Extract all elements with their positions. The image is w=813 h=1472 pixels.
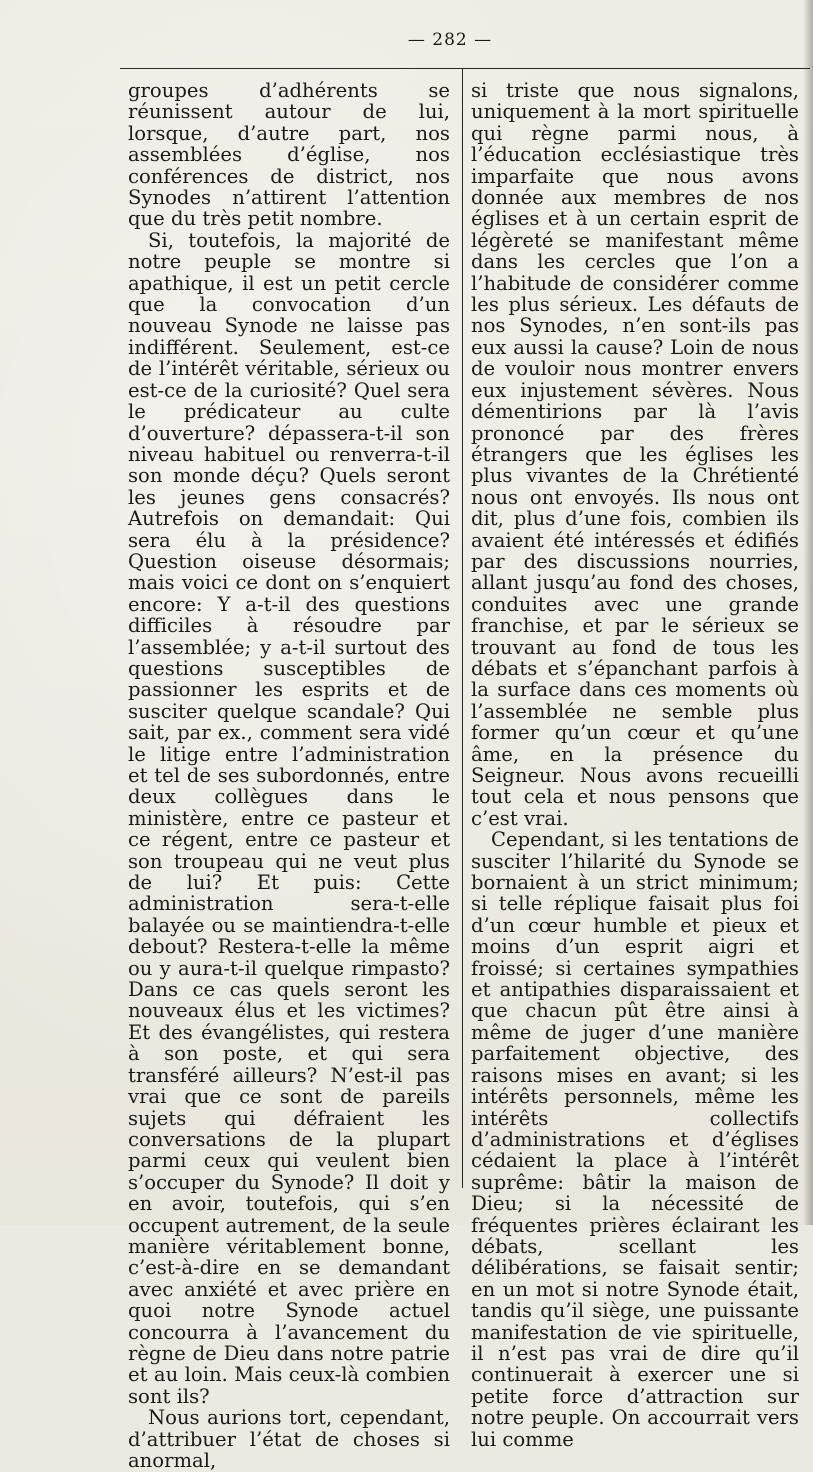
right-paragraph-2: Cependant, si les tentations de susciter l’hilarité du Synode se bornaient à un strict minimum; si telle réplique faisait plus foi d’un cœur humble et pieux et moins d’un esprit aigri et froissé; si certaines sympathies et antipathies disparaissaient et que chacun pût être ainsi à même de juger d’une manière parfaitement objective, des raisons mises en avant; si les intérêts personnels, même les intérêts collectifs d’administrations et d’églises cédaient la place à l’intérêt suprême: bâtir la maison de Dieu; si la nécessité de fréquentes prières éclairant les débats, scellant les délibérations, se faisait sentir; en un mot si notre Synode était, tandis qu’il siège, une puissante manifestation de vie spirituelle, il n’est pas vrai de dire qu’il continuerait à exercer une si petite force d’attraction sur notre peuple. On accourrait vers lui comme <box>471 828 799 1451</box>
right-column <box>471 80 799 1450</box>
left-paragraph-1: groupes d’adhérents se réunissent autour de lui, lorsque, d’autre part, nos assemblées d’église, nos conférences de district, nos Synodes n’attirent l’attention que du très petit nombre. <box>128 79 450 231</box>
column-divider <box>462 68 463 1188</box>
left-column <box>128 80 450 1471</box>
page-edge-shadow <box>803 0 813 1225</box>
left-paragraph-2: Si, toutefois, la majorité de notre peuple se montre si apathique, il est un petit cercle que la convocation d’un nouveau Synode ne laisse pas indifférent. Seulement, est-ce de l’intérêt véritable, sérieux ou est-ce de la curiosité? Quel sera le prédicateur au culte d’ouverture? dépassera-t-il son niveau habituel ou renverra-t-il son monde déçu? Quels seront les jeunes gens consacrés? Autrefois on demandait: Qui sera élu à la présidence? Question oiseuse désormais; mais voici ce dont on s’enquiert encore: Y a-t-il des questions difficiles à résoudre par l’assemblée; y a-t-il surtout des questions susceptibles de passionner les esprits et de susciter quelque scandale? Qui sait, par ex., comment sera vidé le litige entre l’administration et tel de ses subordonnés, entre deux collègues dans le ministère, entre ce pasteur et ce régent, entre ce pasteur et son troupeau qui ne veut plus de lui? Et puis: Cette administration sera-t-elle balayée ou se maintiendra-t-elle debout? Restera-t-elle la même ou y aura-t-il quelque rimpasto? Dans ce cas quels seront les nouveaux élus et les victimes? Et des évangélistes, qui restera à son poste, et qui sera transféré ailleurs? N’est-il pas vrai que ce sont de pareils sujets qui défraient les conversations de la plupart parmi ceux qui veulent bien s’occuper du Synode? Il doit y en avoir, toutefois, qui s’en occupent autrement, de la seule manière véritablement bonne, c’est-à-dire en se demandant avec anxiété et avec prière en quoi notre Synode actuel concourra à l’avancement du règne de Dieu dans notre patrie et au loin. Mais ceux-là combien sont ils? <box>128 228 450 1408</box>
right-paragraph-1: si triste que nous signalons, uniquement à la mort spirituelle qui règne parmi nous, à l’éducation ecclésiastique très imparfaite que nous avons donnée aux membres de nos églises et à un certain esprit de légèreté se manifestant même dans les cercles que l’on a l’habitude de considérer comme les plus sérieux. Les défauts de nos Synodes, n’en sont-ils pas eux aussi la cause? Loin de nous de vouloir nous montrer envers eux injustement sévères. Nous démentirions par là l’avis prononcé par des frères étrangers que les églises les plus vivantes de la Chrétienté nous ont envoyés. Ils nous ont dit, plus d’une fois, combien ils avaient été intéressés et édifiés par des discussions nourries, allant jusqu’au fond des choses, conduites avec une grande franchise, et par le sérieux se trouvant au fond de tous les débats et s’épanchant parfois à la surface dans ces moments où l’assemblée ne semble plus former qu’un cœur et qu’une âme, en la présence du Seigneur. Nous avons recueilli tout cela et nous pensons que c’est vrai. <box>471 79 799 830</box>
header-rule <box>120 68 810 69</box>
left-paragraph-3: Nous aurions tort, cependant, d’attribuer l’état de choses si anormal, <box>128 1406 450 1472</box>
page-number: — 282 — <box>407 30 493 50</box>
